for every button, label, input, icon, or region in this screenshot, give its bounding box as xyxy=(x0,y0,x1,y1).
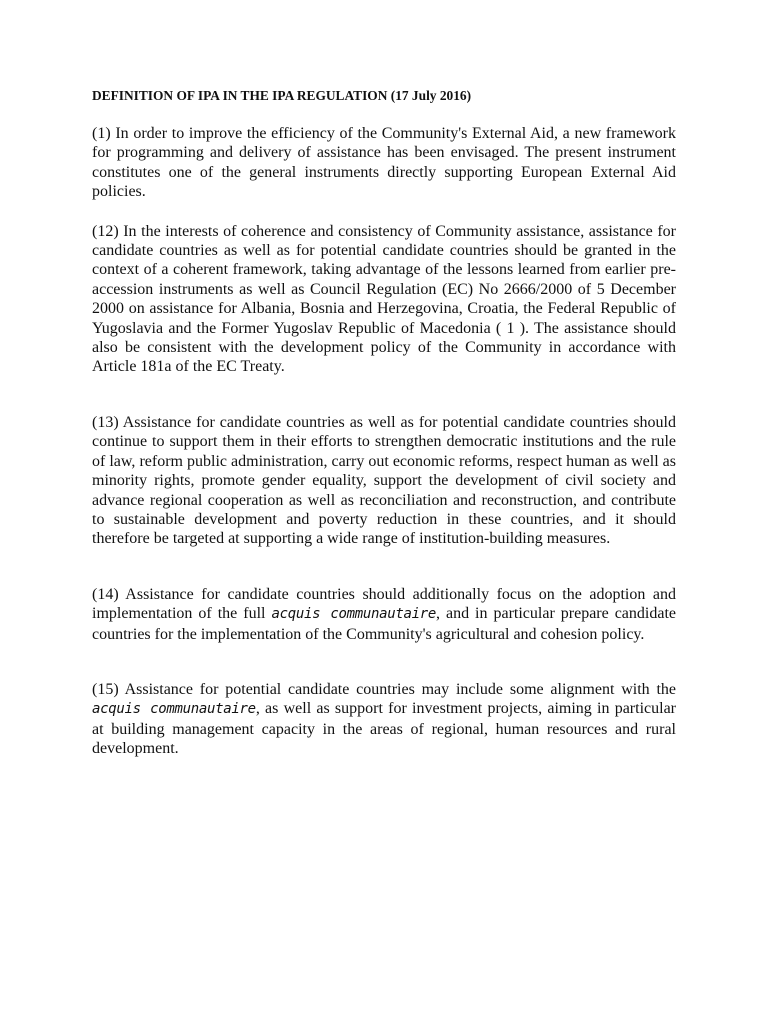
paragraph-13: (13) Assistance for candidate countries as well as for potential candidate countries should continue to support them in their efforts to strengthen democratic institutions and the rule of law, reform public administration, carry out economic reforms, respect human as well as minority rights, promote gender equality, support the development of civil society and advance regional cooperation as well as reconciliation and reconstruction, and contribute to sustainable development and poverty reduction in these countries, and it should therefore be targeted at supporting a wide range of institution-building measures. xyxy=(92,413,676,548)
document-title: DEFINITION OF IPA IN THE IPA REGULATION (17 July 2016) xyxy=(92,88,472,103)
paragraph-15-text-before: (15) Assistance for potential candidate countries may include some alignment with the xyxy=(92,680,676,698)
paragraph-14 xyxy=(92,585,676,644)
paragraph-12: (12) In the interests of coherence and consistency of Community assistance, assistance for candidate countries as well as for potential candidate countries should be granted in the context of a coherent framework, taking advantage of the lessons learned from earlier pre-accession instruments as well as Council Regulation (EC) No 2666/2000 of 5 December 2000 on assistance for Albania, Bosnia and Herzegovina, Croatia, the Federal Republic of Yugoslavia and the Former Yugoslav Republic of Macedonia ( 1 ). The assistance should also be consistent with the development policy of the Community in accordance with Article 181a of the EC Treaty. xyxy=(92,222,676,376)
document-page xyxy=(92,88,676,759)
paragraph-15 xyxy=(92,680,676,759)
paragraph-15-italic-term: acquis communautaire xyxy=(92,701,256,718)
paragraph-14-text-after: , and in particular prepare candidate countries for the implementation of the Community's agricultural and cohesion policy. xyxy=(92,605,677,643)
paragraph-14-text-before: (14) Assistance for candidate countries should additionally focus on the adoption and implementation of the full xyxy=(92,585,676,623)
paragraph-14-italic-term: acquis communautaire xyxy=(271,606,436,623)
paragraph-1: (1) In order to improve the efficiency of the Community's External Aid, a new framework for programming and delivery of assistance has been envisaged. The present instrument constitutes one of the general instruments directly supporting European External Aid policies. xyxy=(92,125,676,201)
paragraph-15-text-after: , as well as support for investment projects, aiming in particular at building management capacity in the areas of regional, human resources and rural development. xyxy=(92,700,676,758)
